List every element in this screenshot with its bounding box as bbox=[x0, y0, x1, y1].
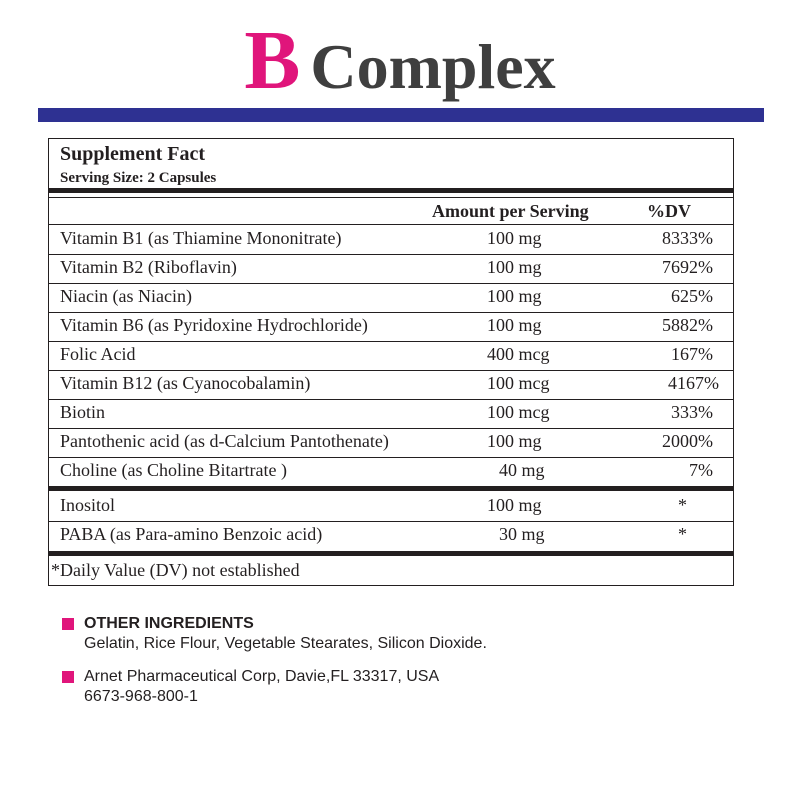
nutrient-dv: * bbox=[678, 524, 687, 544]
nutrient-dv: 4167% bbox=[668, 373, 719, 393]
other-ingredients-heading: OTHER INGREDIENTS bbox=[84, 615, 254, 632]
nutrient-amount: 100 mg bbox=[487, 315, 542, 335]
product-title-letter: B bbox=[244, 14, 301, 107]
product-title-word: Complex bbox=[310, 31, 556, 102]
thin-divider bbox=[49, 197, 733, 198]
nutrient-name: Biotin bbox=[60, 402, 106, 422]
nutrient-row bbox=[49, 283, 733, 312]
nutrient-dv: 167% bbox=[671, 344, 713, 364]
nutrient-amount: 100 mcg bbox=[487, 373, 550, 393]
nutrient-dv: 7% bbox=[689, 460, 713, 480]
nutrient-row bbox=[49, 225, 733, 254]
nutrient-row bbox=[49, 399, 733, 428]
nutrient-amount: 400 mcg bbox=[487, 344, 550, 364]
nutrient-dv: * bbox=[678, 495, 687, 515]
nutrient-name: Vitamin B12 (as Cyanocobalamin) bbox=[60, 373, 311, 393]
nutrient-dv: 8333% bbox=[662, 228, 713, 248]
supplement-facts-panel bbox=[48, 138, 734, 586]
column-header-amount: Amount per Serving bbox=[432, 201, 589, 221]
nutrient-name: Vitamin B1 (as Thiamine Mononitrate) bbox=[60, 228, 342, 248]
nutrient-dv: 2000% bbox=[662, 431, 713, 451]
nutrient-name: Choline (as Choline Bitartrate ) bbox=[60, 460, 287, 480]
nutrient-amount: 100 mg bbox=[487, 495, 542, 515]
nutrient-amount: 100 mg bbox=[487, 431, 542, 451]
column-header-dv: %DV bbox=[647, 201, 691, 221]
thick-divider bbox=[49, 551, 733, 556]
panel-title: Supplement Fact bbox=[60, 143, 205, 165]
nutrient-amount: 100 mcg bbox=[487, 402, 550, 422]
pink-bullet-icon bbox=[62, 671, 74, 683]
nutrient-dv: 625% bbox=[671, 286, 713, 306]
nutrient-name: Inositol bbox=[60, 495, 116, 515]
nutrient-amount: 100 mg bbox=[487, 257, 542, 277]
thick-divider bbox=[49, 486, 733, 491]
nutrient-name: Pantothenic acid (as d-Calcium Pantothenate) bbox=[60, 431, 389, 451]
manufacturer-code: 6673-968-800-1 bbox=[84, 688, 198, 705]
nutrient-name: Vitamin B6 (as Pyridoxine Hydrochloride) bbox=[60, 315, 368, 335]
other-ingredients-text: Gelatin, Rice Flour, Vegetable Stearates, Silicon Dioxide. bbox=[84, 635, 487, 652]
nutrient-row bbox=[49, 312, 733, 341]
footnote: *Daily Value (DV) not established bbox=[51, 560, 300, 580]
nutrient-row bbox=[49, 428, 733, 457]
nutrient-name: Niacin (as Niacin) bbox=[60, 286, 192, 306]
nutrient-row bbox=[49, 254, 733, 283]
nutrient-row bbox=[49, 521, 733, 550]
nutrient-name: PABA (as Para-amino Benzoic acid) bbox=[60, 524, 323, 544]
nutrient-dv: 7692% bbox=[662, 257, 713, 277]
nutrient-row bbox=[49, 457, 733, 486]
nutrient-row bbox=[49, 492, 733, 521]
pink-bullet-icon bbox=[62, 618, 74, 630]
serving-size-label: Serving Size: bbox=[60, 170, 144, 186]
nutrient-dv: 333% bbox=[671, 402, 713, 422]
nutrient-row bbox=[49, 341, 733, 370]
serving-size-value: 2 Capsules bbox=[147, 170, 217, 186]
nutrient-amount: 100 mg bbox=[487, 286, 542, 306]
thick-divider bbox=[49, 188, 733, 193]
nutrient-name: Vitamin B2 (Riboflavin) bbox=[60, 257, 237, 277]
nutrient-amount: 40 mg bbox=[499, 460, 545, 480]
nutrient-name: Folic Acid bbox=[60, 344, 136, 364]
nutrient-row bbox=[49, 370, 733, 399]
product-title bbox=[0, 12, 800, 107]
nutrient-amount: 100 mg bbox=[487, 228, 542, 248]
header-rule-bar bbox=[38, 108, 764, 122]
serving-size bbox=[60, 170, 216, 187]
nutrient-dv: 5882% bbox=[662, 315, 713, 335]
nutrient-amount: 30 mg bbox=[499, 524, 545, 544]
manufacturer-address: Arnet Pharmaceutical Corp, Davie,FL 33317, USA bbox=[84, 668, 440, 685]
